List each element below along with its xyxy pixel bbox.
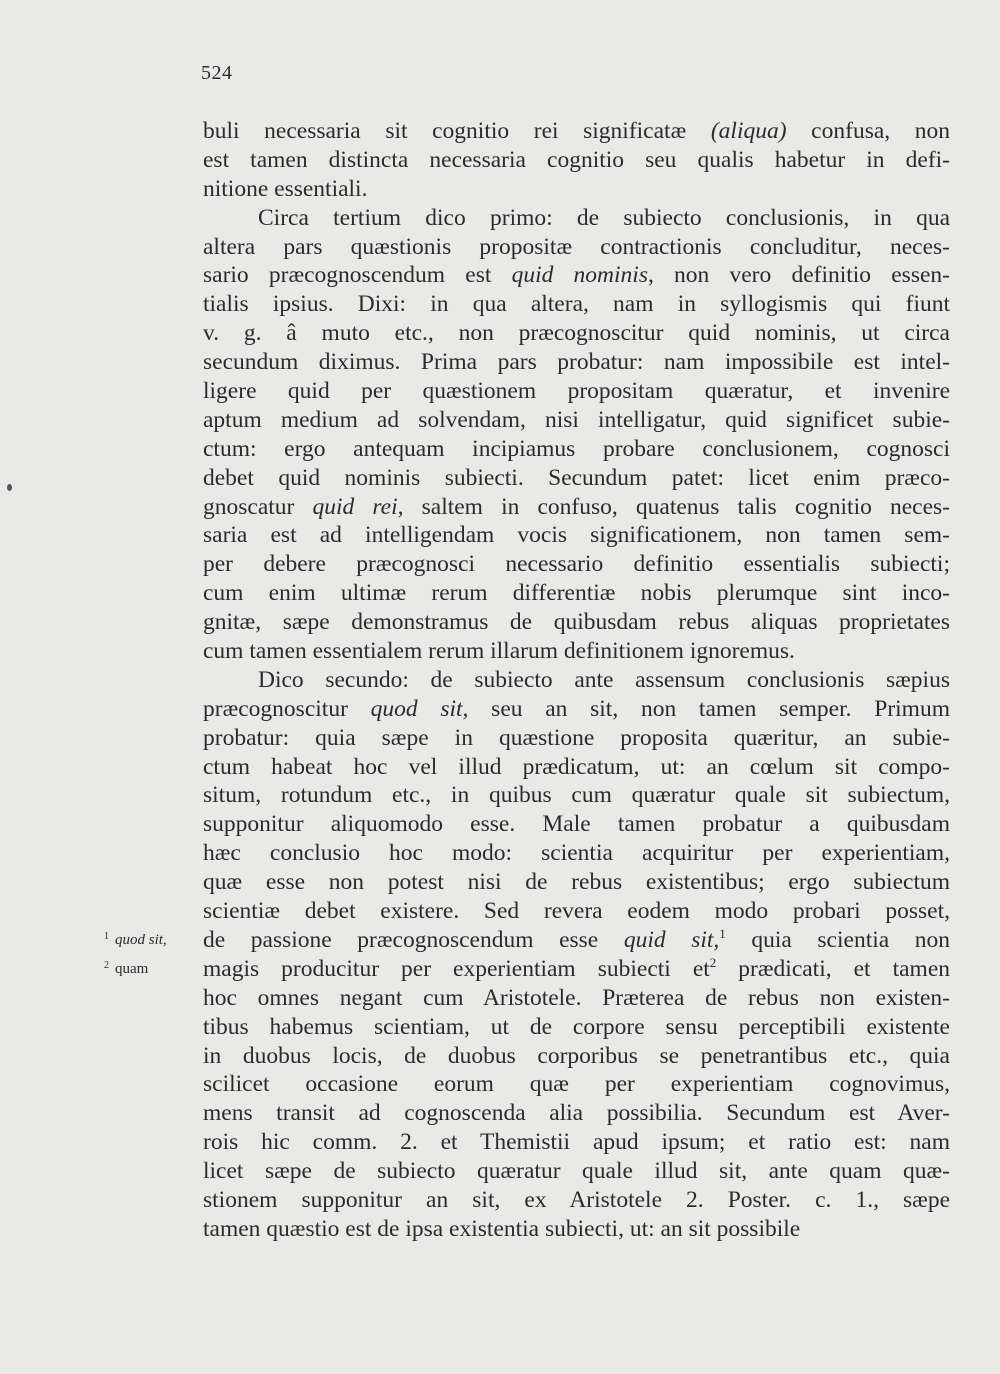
speck-mark bbox=[7, 484, 12, 491]
text-segment: prædicati, et tamen bbox=[716, 955, 951, 982]
text-segment: scilicet occasione eorum quæ per experientiam cognovimus, bbox=[203, 1071, 950, 1098]
text-segment: quia scientia non bbox=[725, 926, 951, 953]
text-segment: ctum: ergo antequam incipiamus probare conclusionem, cognosci bbox=[203, 435, 950, 462]
text-segment: Circa tertium dico primo: de subiecto conclusionis, in qua bbox=[258, 204, 950, 231]
text-segment: tamen quæstio est de ipsa existentia subiecti, ut: an sit possibile bbox=[203, 1215, 801, 1242]
text-line bbox=[203, 493, 950, 522]
text-line bbox=[203, 955, 950, 984]
text-segment: est tamen distincta necessaria cognitio seu qualis habetur in defi- bbox=[203, 146, 950, 173]
footnote-marker: 2 bbox=[709, 954, 717, 970]
text-line bbox=[203, 406, 950, 435]
text-segment: per debere præcognosci necessario definitio essentialis subiecti; bbox=[203, 551, 950, 578]
text-segment: saria est ad intelligendam vocis significationem, non tamen sem- bbox=[203, 522, 950, 549]
text-segment: debet quid nominis subiecti. Secundum patet: licet enim præco- bbox=[203, 464, 950, 491]
text-segment: secundum diximus. Prima pars probatur: nam impossibile est intel- bbox=[203, 349, 950, 376]
text-segment: tialis ipsius. Dixi: in qua altera, nam in syllogismis qui fiunt bbox=[203, 291, 950, 318]
text-segment: gnoscatur bbox=[203, 493, 313, 520]
text-line bbox=[203, 290, 950, 319]
text-line bbox=[203, 753, 950, 782]
italic-text: quid sit, bbox=[623, 926, 720, 953]
text-segment: saltem in confuso, quatenus talis cognitio neces- bbox=[403, 493, 950, 520]
text-segment: seu an sit, non tamen semper. Primum bbox=[468, 695, 950, 722]
text-segment: , non vero definitio essen- bbox=[647, 262, 950, 289]
text-segment: mens transit ad cognoscenda alia possibilia. Secundum est Aver- bbox=[203, 1100, 950, 1127]
margin-note-number: 2 bbox=[104, 960, 109, 971]
text-line bbox=[203, 435, 950, 464]
text-segment: magis producitur per experientiam subiecti et bbox=[203, 955, 710, 982]
text-segment: tibus habemus scientiam, ut de corpore sensu perceptibili existente bbox=[203, 1013, 950, 1040]
text-segment: confusa, non bbox=[786, 118, 950, 144]
text-segment: cum enim ultimæ rerum differentiæ nobis plerumque sint inco- bbox=[203, 580, 950, 607]
text-line bbox=[203, 1128, 950, 1157]
text-segment: hæc conclusio hoc modo: scientia acquiritur per experientiam, bbox=[203, 840, 950, 867]
text-line bbox=[203, 1099, 950, 1128]
text-line bbox=[203, 1215, 950, 1244]
italic-text: quid nominis bbox=[511, 262, 648, 289]
margin-note-text: quam bbox=[115, 961, 149, 977]
text-line bbox=[203, 1186, 950, 1215]
text-line bbox=[203, 897, 950, 926]
margin-notes bbox=[104, 922, 196, 980]
text-line bbox=[203, 868, 950, 897]
text-line bbox=[203, 666, 950, 695]
text-segment: probatur: quia sæpe in quæstione proposita quæritur, an subie- bbox=[203, 724, 950, 751]
text-line bbox=[203, 637, 950, 666]
text-segment: gnitæ, sæpe demonstramus de quibusdam rebus aliquas proprietates bbox=[203, 609, 950, 636]
italic-text: quid rei, bbox=[312, 493, 404, 520]
text-segment: buli necessaria sit cognitio rei significatæ bbox=[203, 118, 711, 144]
text-segment: situm, rotundum etc., in quibus cum quæratur quale sit subiectum, bbox=[203, 782, 950, 809]
text-segment: ctum habeat hoc vel illud prædicatum, ut: an cœlum sit compo- bbox=[203, 753, 950, 780]
text-line bbox=[203, 695, 950, 724]
text-segment: supponitur aliquomodo esse. Male tamen probatur a quibusdam bbox=[203, 811, 950, 838]
text-segment: scientiæ debet existere. Sed revera eodem modo probari posset, bbox=[203, 898, 950, 925]
text-line bbox=[203, 464, 950, 493]
body-text bbox=[203, 117, 950, 1244]
text-line bbox=[203, 550, 950, 579]
margin-note-text: quod sit, bbox=[115, 932, 167, 948]
margin-note bbox=[104, 951, 196, 980]
margin-note-number: 1 bbox=[104, 931, 109, 942]
text-segment: Dico secundo: de subiecto ante assensum conclusionis sæpius bbox=[258, 666, 950, 693]
text-segment: stionem supponitur an sit, ex Aristotele 2. Poster. c. 1., sæpe bbox=[203, 1186, 950, 1213]
text-line bbox=[203, 146, 950, 175]
text-segment: aptum medium ad solvendam, nisi intelligatur, quid significet subie- bbox=[203, 406, 950, 433]
page-number: 524 bbox=[201, 62, 233, 84]
text-line bbox=[203, 175, 950, 204]
text-line bbox=[203, 117, 950, 146]
text-segment: rois hic comm. 2. et Themistii apud ipsum; et ratio est: nam bbox=[203, 1129, 950, 1156]
text-line bbox=[203, 984, 950, 1013]
text-line bbox=[203, 233, 950, 262]
text-segment: sario præcognoscendum est bbox=[203, 262, 512, 289]
text-line bbox=[203, 1157, 950, 1186]
text-line bbox=[203, 781, 950, 810]
text-line bbox=[203, 261, 950, 290]
text-segment: nitione essentiali. bbox=[203, 175, 368, 202]
text-line bbox=[203, 377, 950, 406]
text-line bbox=[203, 1070, 950, 1099]
text-line bbox=[203, 1013, 950, 1042]
text-line bbox=[203, 521, 950, 550]
text-line bbox=[203, 204, 950, 233]
text-segment: v. g. â muto etc., non præcognoscitur quid nominis, ut circa bbox=[203, 320, 950, 347]
text-segment: ligere quid per quæstionem propositam quæratur, et invenire bbox=[203, 378, 950, 405]
margin-note bbox=[104, 922, 196, 951]
text-line bbox=[203, 839, 950, 868]
text-segment: quæ esse non potest nisi de rebus existentibus; ergo subiectum bbox=[203, 869, 950, 896]
text-line bbox=[203, 1042, 950, 1071]
text-segment: de passione præcognoscendum esse bbox=[203, 926, 624, 953]
text-segment: præcognoscitur bbox=[203, 695, 371, 722]
text-line bbox=[203, 926, 950, 955]
text-line bbox=[203, 608, 950, 637]
text-segment: cum tamen essentialem rerum illarum definitionem ignoremus. bbox=[203, 638, 795, 665]
text-line bbox=[203, 319, 950, 348]
italic-text: quod sit, bbox=[370, 695, 469, 722]
footnote-marker: 1 bbox=[719, 925, 726, 941]
text-line bbox=[203, 579, 950, 608]
text-line bbox=[203, 348, 950, 377]
text-line bbox=[203, 810, 950, 839]
text-line bbox=[203, 724, 950, 753]
text-segment: hoc omnes negant cum Aristotele. Præterea de rebus non existen- bbox=[203, 984, 950, 1011]
text-segment: altera pars quæstionis propositæ contractionis concluditur, neces- bbox=[203, 233, 950, 260]
text-segment: licet sæpe de subiecto quæratur quale illud sit, ante quam quæ- bbox=[203, 1158, 950, 1185]
text-segment: in duobus locis, de duobus corporibus se penetrantibus etc., quia bbox=[203, 1042, 950, 1069]
italic-text: (aliqua) bbox=[710, 118, 787, 144]
